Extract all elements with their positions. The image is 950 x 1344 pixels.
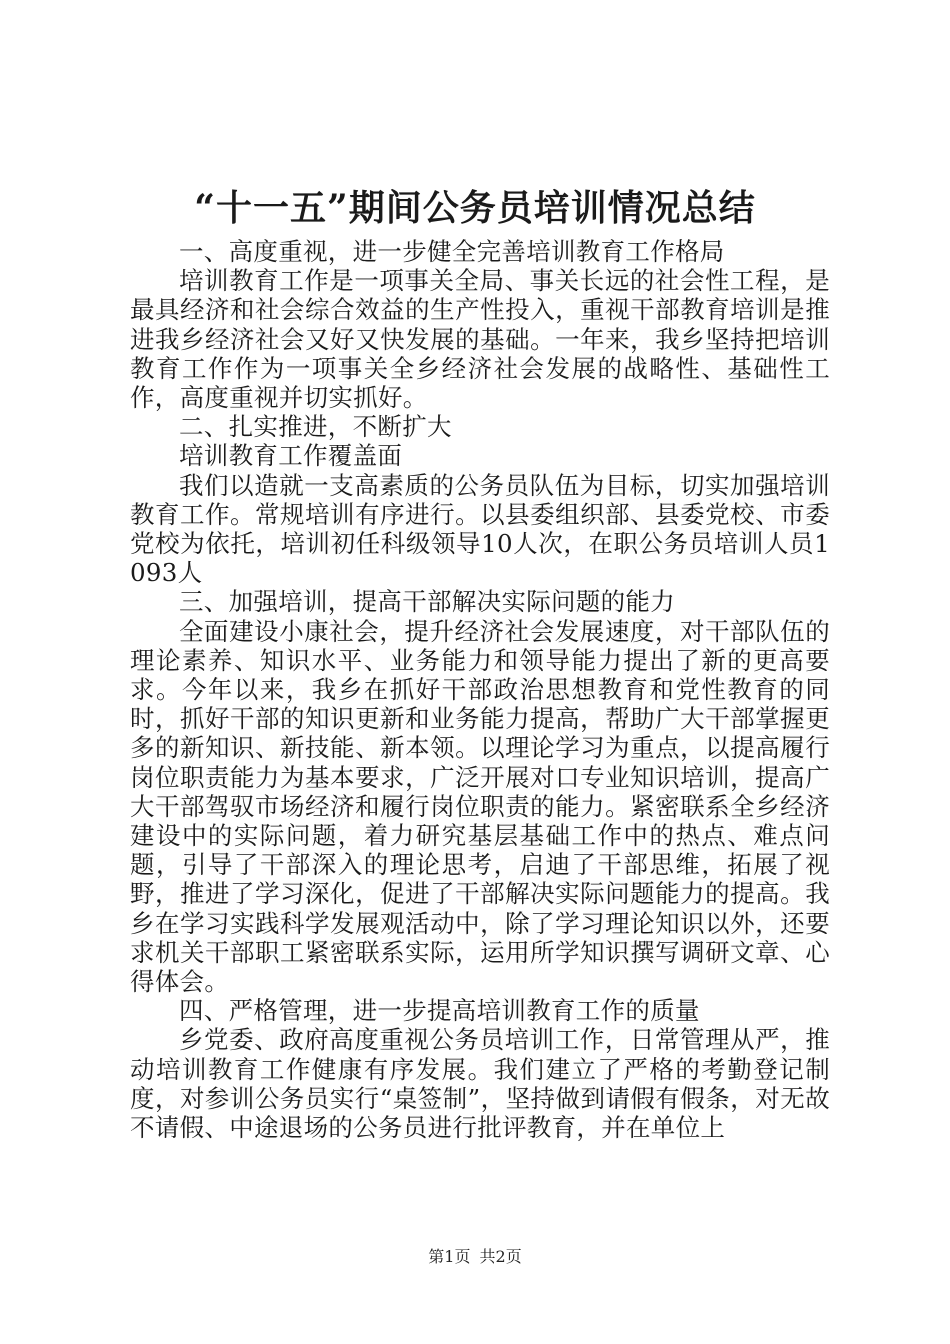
page-footer	[0, 1244, 950, 1267]
section-heading-3: 三、加强培训，提高干部解决实际问题的能力	[179, 587, 675, 617]
document-body	[130, 237, 830, 1142]
page-total: 共2页	[479, 1247, 522, 1266]
section-heading-4: 四、严格管理，进一步提高培训教育工作的质量	[179, 996, 700, 1026]
paragraph-2: 我们以造就一支高素质的公务员队伍为目标，切实加强培训教育工作。常规培训有序进行。以县委组织部、县委党校、市委党校为依托，培训初任科级领导10人次，在职公务员培训人员1093人	[130, 470, 830, 588]
paragraph-1: 培训教育工作是一项事关全局、事关长远的社会性工程，是最具经济和社会综合效益的生产性投入，重视干部教育培训是推进我乡经济社会又好又快发展的基础。一年来，我乡坚持把培训教育工作作为一项事关全乡经济社会发展的战略性、基础性工作，高度重视并切实抓好。	[130, 266, 830, 413]
section-heading-2: 二、扎实推进，不断扩大	[179, 412, 452, 442]
document-title: “十一五”期间公务员培训情况总结	[194, 187, 756, 229]
paragraph-4: 乡党委、政府高度重视公务员培训工作，日常管理从严，推动培训教育工作健康有序发展。我们建立了严格的考勤登记制度，对参训公务员实行“桌签制”，坚持做到请假有假条，对无故不请假、中途退场的公务员进行批评教育，并在单位上	[130, 1025, 830, 1143]
page-number: 第1页	[428, 1247, 471, 1266]
section-heading-1: 一、高度重视，进一步健全完善培训教育工作格局	[179, 237, 725, 266]
section-heading-2-continued: 培训教育工作覆盖面	[179, 441, 403, 471]
paragraph-3: 全面建设小康社会，提升经济社会发展速度，对干部队伍的理论素养、知识水平、业务能力和领导能力提出了新的更高要求。今年以来，我乡在抓好干部政治思想教育和党性教育的同时，抓好干部的知识更新和业务能力提高，帮助广大干部掌握更多的新知识、新技能、新本领。以理论学习为重点，以提高履行岗位职责能力为基本要求，广泛开展对口专业知识培训，提高广大干部驾驭市场经济和履行岗位职责的能力。紧密联系全乡经济建设中的实际问题，着力研究基层基础工作中的热点、难点问题，引导了干部深入的理论思考，启迪了干部思维，拓展了视野，推进了学习深化，促进了干部解决实际问题能力的提高。我乡在学习实践科学发展观活动中，除了学习理论知识以外，还要求机关干部职工紧密联系实际，运用所学知识撰写调研文章、心得体会。	[130, 616, 830, 997]
